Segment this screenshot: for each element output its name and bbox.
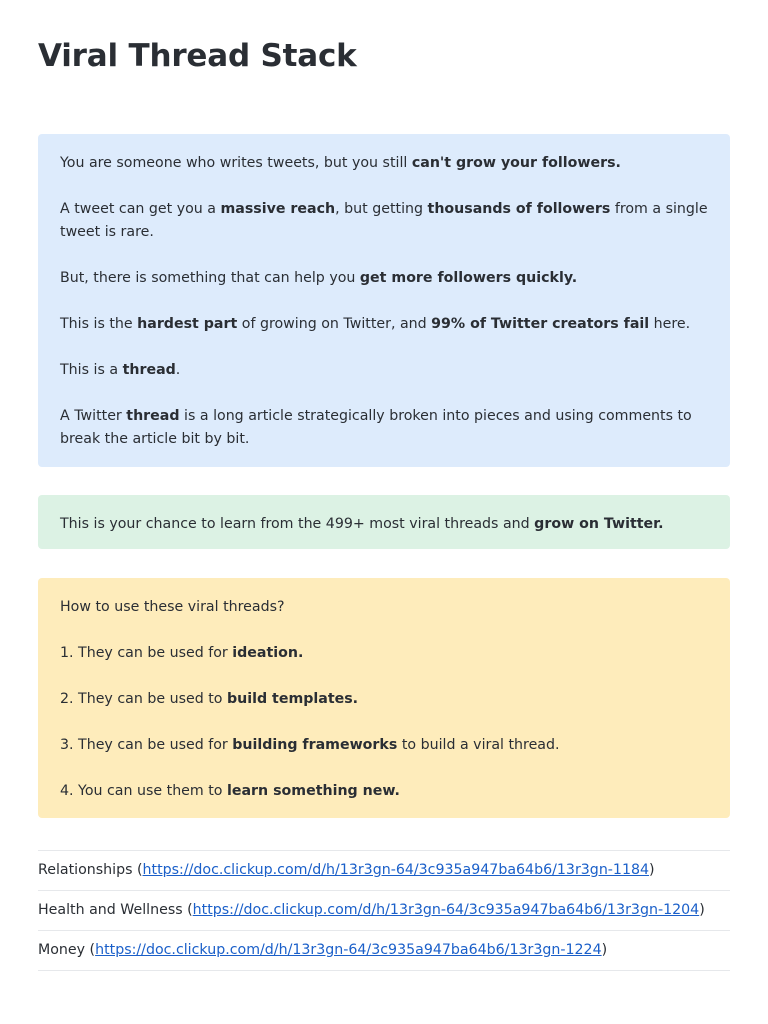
list-item-relationships: Relationships (https://doc.clickup.com/d/h/13r3gn-64/3c935a947ba64b6/13r3gn-1184): [38, 851, 730, 891]
intro-callout: [38, 134, 730, 467]
list-item-money: Money (https://doc.clickup.com/d/h/13r3gn-64/3c935a947ba64b6/13r3gn-1224): [38, 931, 730, 971]
page-title: Viral Thread Stack: [38, 38, 357, 74]
chance-paragraph: This is your chance to learn from the 499+ most viral threads and grow on Twitter.: [60, 516, 664, 532]
money-link[interactable]: https://doc.clickup.com/d/h/13r3gn-64/3c935a947ba64b6/13r3gn-1224: [95, 942, 602, 958]
howto-item: 1. They can be used for ideation.: [60, 645, 304, 661]
intro-paragraph-2: A tweet can get you a massive reach, but getting thousands of followers from a single tweet is rare.: [60, 201, 708, 240]
howto-callout: [38, 578, 730, 818]
intro-paragraph-1: You are someone who writes tweets, but you still can't grow your followers.: [60, 155, 621, 171]
howto-question: How to use these viral threads?: [60, 599, 285, 615]
howto-item: 2. They can be used to build templates.: [60, 691, 359, 707]
intro-paragraph-5: This is a thread.: [60, 362, 181, 378]
howto-item: 3. They can be used for building frameworks to build a viral thread.: [60, 737, 560, 753]
intro-paragraph-6: A Twitter thread is a long article strategically broken into pieces and using comments to break the article bit by bit.: [60, 408, 692, 447]
howto-item: 4. You can use them to learn something new.: [60, 783, 400, 799]
category-link-list: [38, 850, 730, 971]
health-and-wellness-link[interactable]: https://doc.clickup.com/d/h/13r3gn-64/3c935a947ba64b6/13r3gn-1204: [192, 902, 700, 918]
intro-paragraph-3: But, there is something that can help you get more followers quickly.: [60, 270, 578, 286]
relationships-link[interactable]: https://doc.clickup.com/d/h/13r3gn-64/3c935a947ba64b6/13r3gn-1184: [142, 862, 650, 878]
list-item-health-and-wellness: Health and Wellness (https://doc.clickup.com/d/h/13r3gn-64/3c935a947ba64b6/13r3gn-1204): [38, 891, 730, 931]
intro-paragraph-4: This is the hardest part of growing on Twitter, and 99% of Twitter creators fail here.: [60, 316, 691, 332]
chance-callout: [38, 495, 730, 549]
